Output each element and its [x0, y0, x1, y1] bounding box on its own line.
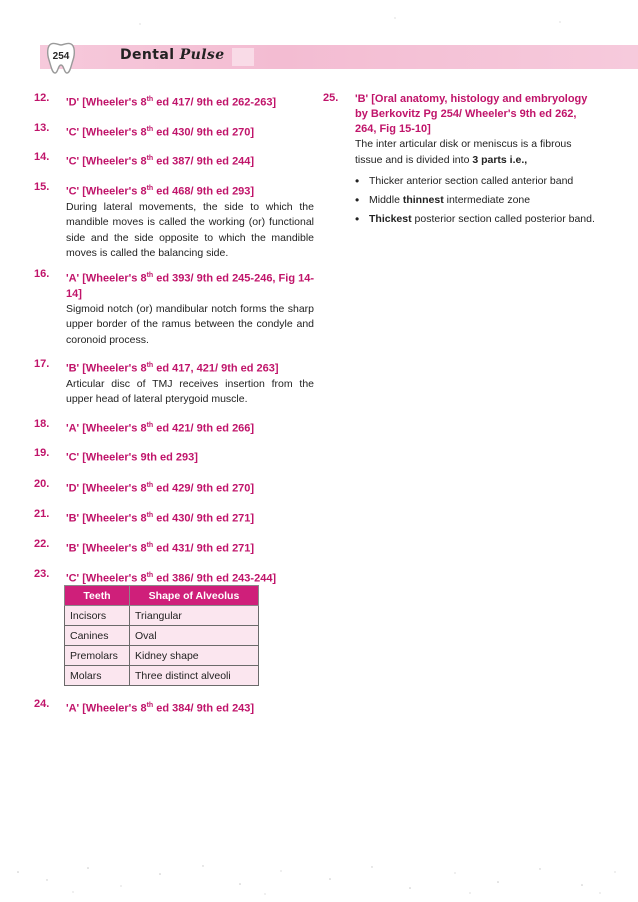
bullet-item: • Middle thinnest intermediate zone	[355, 191, 595, 210]
question-reference: 'B' [Wheeler's 8th ed 417, 421/ 9th ed 263]	[66, 362, 279, 375]
question-reference: 'A' [Wheeler's 8th ed 384/ 9th ed 243]	[66, 702, 255, 715]
running-title-plain: Dental	[120, 47, 180, 63]
question-number: 23.	[34, 568, 50, 580]
question-reference: 'B' [Oral anatomy, histology and embryology by Berkovitz Pg 254/ Wheeler's 9th ed 262, 264, Fig 15-10]	[355, 93, 588, 135]
bullet-item: • Thicker anterior section called anterior band	[355, 172, 595, 191]
question-number: 15.	[34, 181, 50, 193]
table-header-teeth: Teeth	[65, 586, 130, 606]
question-reference: 'A' [Wheeler's 8th ed 421/ 9th ed 266]	[66, 422, 255, 435]
question-number: 13.	[34, 122, 50, 134]
question-reference: 'D' [Wheeler's 8th ed 429/ 9th ed 270]	[66, 482, 255, 495]
table-cell-teeth: Molars	[65, 666, 130, 686]
question-reference: 'B' [Wheeler's 8th ed 431/ 9th ed 271]	[66, 542, 255, 555]
question-number: 18.	[34, 418, 50, 430]
question-reference: 'D' [Wheeler's 8th ed 417/ 9th ed 262-263]	[66, 96, 277, 109]
answer-explanation: Sigmoid notch (or) mandibular notch forms the sharp upper border of the ramus between the condyle and coronoid process.	[66, 302, 314, 346]
answer-explanation: The inter articular disk or meniscus is a fibrous tissue and is divided into 3 parts i.e.,	[355, 138, 572, 166]
question-reference: 'B' [Wheeler's 8th ed 430/ 9th ed 271]	[66, 512, 255, 525]
question-number: 12.	[34, 92, 50, 104]
question-number: 22.	[34, 538, 50, 550]
table-cell-shape: Triangular	[130, 606, 259, 626]
question-reference: 'C' [Wheeler's 8th ed 430/ 9th ed 270]	[66, 126, 255, 139]
running-title-script: Pulse	[179, 47, 225, 63]
question-number: 14.	[34, 151, 50, 163]
table-cell-teeth: Canines	[65, 626, 130, 646]
question-number: 17.	[34, 358, 50, 370]
question-number: 25.	[323, 92, 339, 104]
table-cell-shape: Kidney shape	[130, 646, 259, 666]
page-number: 254	[52, 51, 70, 62]
question-number: 21.	[34, 508, 50, 520]
answer-explanation: During lateral movements, the side to which the mandible moves is called the working (or) functional side and the side opposite to which the mandible moves is called the balancing side.	[66, 200, 314, 260]
table-cell-shape: Oval	[130, 626, 259, 646]
question-reference: 'C' [Wheeler's 8th ed 386/ 9th ed 243-244]	[66, 572, 277, 585]
question-reference: 'C' [Wheeler's 8th ed 387/ 9th ed 244]	[66, 155, 255, 168]
question-number: 16.	[34, 268, 50, 280]
question-number: 19.	[34, 447, 50, 459]
table-cell-shape: Three distinct alveoli	[130, 666, 259, 686]
table-cell-teeth: Premolars	[65, 646, 130, 666]
question-number: 20.	[34, 478, 50, 490]
question-number: 24.	[34, 698, 50, 710]
bullet-item: • Thickest posterior section called posterior band.	[355, 210, 595, 229]
answer-explanation: Articular disc of TMJ receives insertion from the upper head of lateral pterygoid muscle.	[66, 377, 314, 406]
table-header-shape: Shape of Alveolus	[130, 586, 259, 606]
question-reference: 'C' [Wheeler's 8th ed 468/ 9th ed 293]	[66, 185, 255, 198]
table-cell-teeth: Incisors	[65, 606, 130, 626]
question-reference: 'C' [Wheeler's 9th ed 293]	[66, 451, 198, 464]
question-reference: 'A' [Wheeler's 8th ed 393/ 9th ed 245-246, Fig 14-14]	[66, 272, 314, 300]
